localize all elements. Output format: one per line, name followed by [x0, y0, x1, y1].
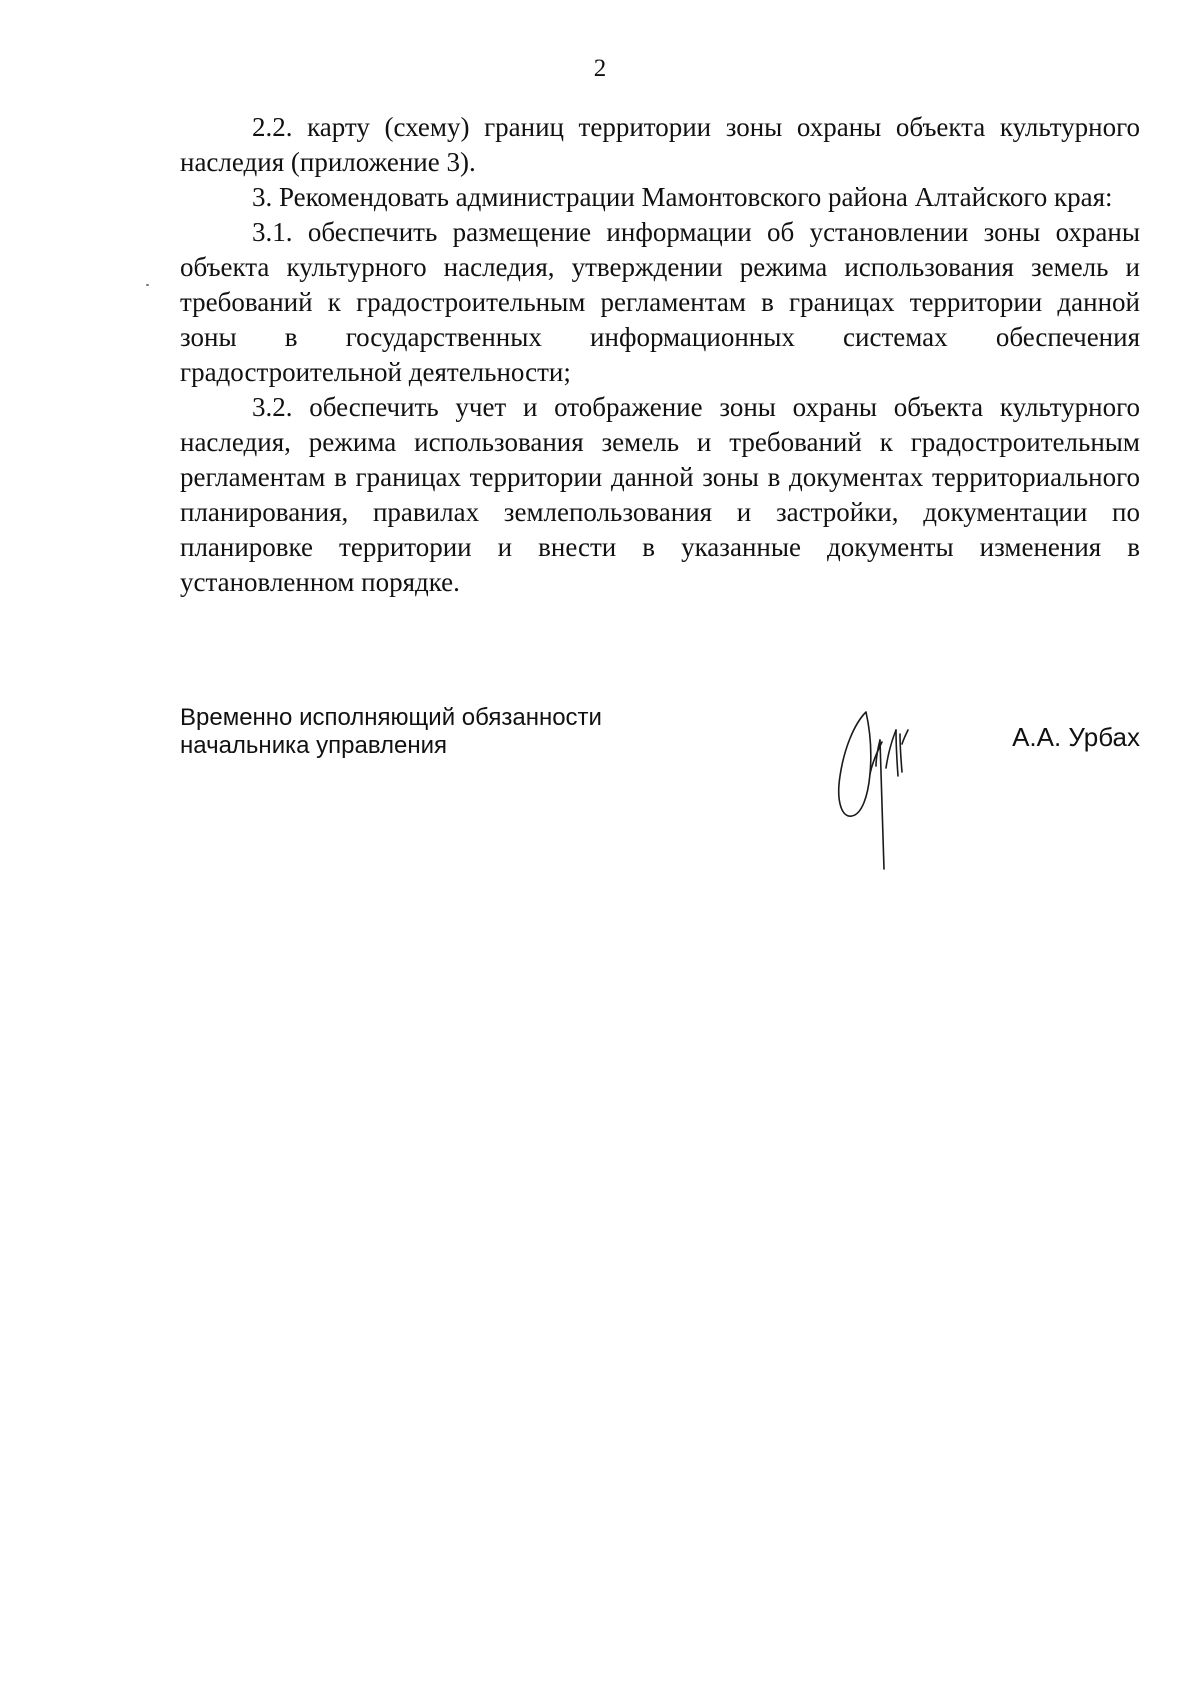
paragraph-3-2: 3.2. обеспечить учет и отображение зоны охраны объекта культурного наследия, режима использования земель и требований к градостроительным регламентам в границах территории данной зоны в документах территориального планирования, правилах землепользования и застройки, документации по планировке территории и внести в указанные документы изменения в установленном порядке.	[180, 392, 1140, 597]
signature-block	[180, 704, 1140, 874]
paragraph-2-2: 2.2. карту (схему) границ территории зоны охраны объекта культурного наследия (приложение 3).	[180, 112, 1140, 177]
page-number: 2	[593, 55, 607, 82]
paragraph-3-1: 3.1. обеспечить размещение информации об установлении зоны охраны объекта культурного наследия, утверждении режима использования земель и требований к градостроительным регламентам в границах территории данной зоны в государственных информационных системах обеспечения градостроительной деятельности;	[180, 217, 1140, 387]
paragraph-3: 3. Рекомендовать администрации Мамонтовского района Алтайского края:	[252, 182, 1113, 212]
signer-title-line-2: начальника управления	[180, 732, 448, 759]
signer-title	[180, 704, 602, 760]
signer-name: А.А. Урбах	[1012, 722, 1140, 752]
signer-title-line-1: Временно исполняющий обязанности	[180, 704, 602, 731]
document-body	[180, 110, 1140, 600]
handwritten-signature-icon	[826, 704, 936, 874]
scan-speck	[146, 284, 149, 286]
